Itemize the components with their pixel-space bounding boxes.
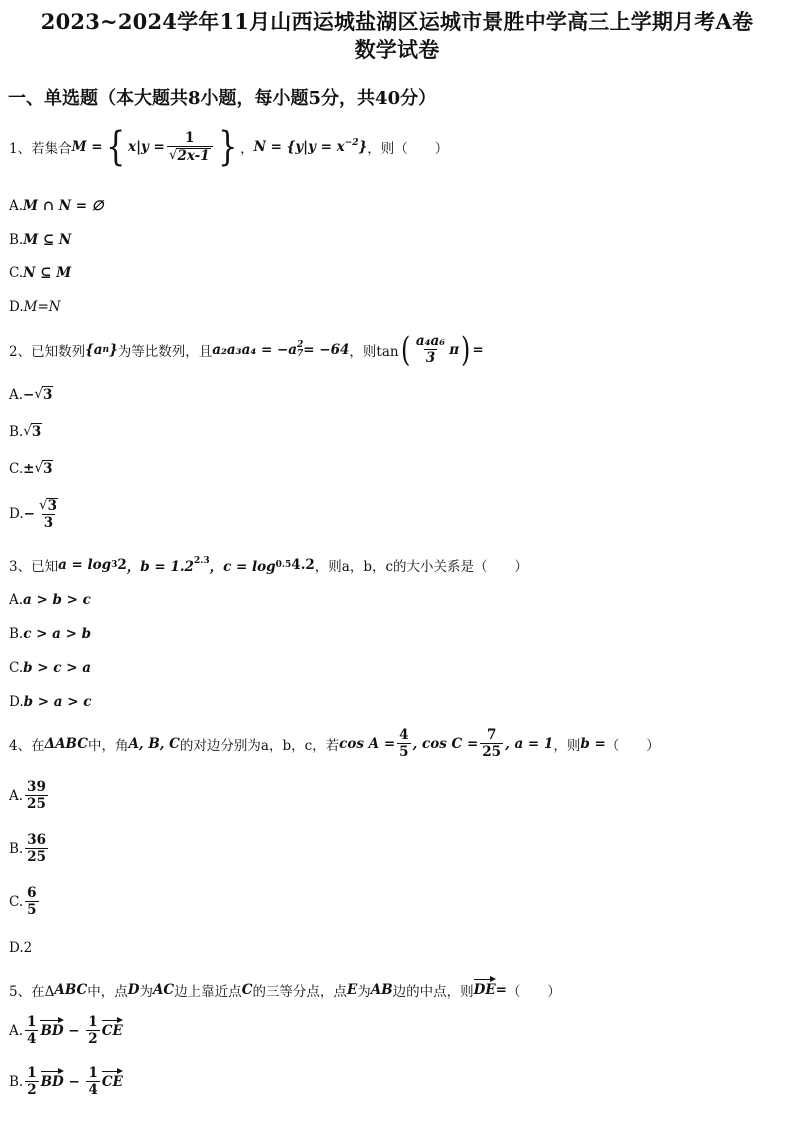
q5-option-a[interactable] <box>9 1015 123 1047</box>
q1-set-m-lhs: M = <box>71 139 103 155</box>
q3-option-a-label: A. <box>9 592 24 608</box>
q5-option-b[interactable] <box>9 1066 123 1098</box>
q3-a-expr: a = log <box>58 557 112 573</box>
question-2 <box>9 330 484 370</box>
q1-set-n-exp: −2 <box>344 138 359 148</box>
q4-text1: 中，角 <box>87 737 129 754</box>
q3-tail: ，则a，b，c的大小关系是（ ） <box>314 559 529 575</box>
q5-side-ac: AC <box>152 982 175 998</box>
q2-option-d-fraction <box>37 498 60 531</box>
q3-number: 3、已知 <box>9 559 59 575</box>
q5-option-b-frac2 <box>86 1066 99 1098</box>
q2-option-d[interactable] <box>9 498 62 531</box>
q2-left-paren: ( <box>400 330 410 370</box>
q1-option-b-label: B. <box>9 232 24 248</box>
q3-option-c[interactable] <box>9 660 91 676</box>
q4-option-b-num: 36 <box>27 832 47 848</box>
question-4 <box>9 728 660 760</box>
q3-option-b-label: B. <box>9 626 24 642</box>
q4-option-a-den: 25 <box>27 795 46 812</box>
q3-c-arg: 4.2 <box>291 557 315 573</box>
q4-number: 4、在 <box>9 737 45 754</box>
q5-text6: 边的中点，则 <box>392 984 474 1000</box>
q5-point-d: D <box>127 982 140 998</box>
q2-fraction <box>414 334 447 366</box>
q1-right-brace: } <box>217 124 237 170</box>
q5-option-a-frac1-den: 4 <box>27 1030 37 1047</box>
q2-expr-tail: = −64 <box>303 342 350 358</box>
q1-fraction <box>167 131 213 164</box>
q4-triangle: ΔABC <box>44 735 88 752</box>
q2-option-b[interactable] <box>9 423 42 440</box>
q5-point-c: C <box>241 982 253 998</box>
exam-title <box>0 8 794 64</box>
q1-frac-num: 1 <box>185 129 195 146</box>
q2-option-c-radicand: 3 <box>43 461 53 477</box>
q5-option-a-vector-ce: CE <box>101 1022 123 1039</box>
q5-option-a-frac1 <box>25 1015 38 1047</box>
q5-side-ab: AB <box>370 982 393 998</box>
q3-option-b-text: c > a > b <box>23 626 92 642</box>
q5-tail: （ ） <box>506 984 561 1000</box>
question-5 <box>9 980 561 1000</box>
q2-option-a[interactable] <box>9 386 53 403</box>
section-heading: 一、单选题（本大题共8小题，每小题5分，共40分） <box>8 88 437 109</box>
q1-frac-den: √ 2x-1 <box>167 146 213 164</box>
q2-option-a-sqrt: √ 3 <box>34 386 53 403</box>
q4-option-a-num: 39 <box>27 779 46 795</box>
q1-option-a[interactable] <box>9 198 104 214</box>
q4-option-c-num: 6 <box>27 885 37 901</box>
q2-then: ，则tan <box>349 344 399 360</box>
q1-option-b-text: M ⊆ N <box>23 232 72 248</box>
q5-text2: 为 <box>139 984 153 1000</box>
q1-option-c-text: N ⊆ M <box>23 265 72 281</box>
q5-option-b-frac1-den: 2 <box>27 1081 37 1098</box>
q5-text3: 边上靠近点 <box>174 984 242 1000</box>
q5-option-b-frac1 <box>25 1066 38 1098</box>
q3-option-c-label: C. <box>9 660 24 676</box>
q2-option-b-sqrt: √ 3 <box>23 423 42 440</box>
q2-seq-close: } <box>109 342 118 358</box>
q2-number: 2、已知数列 <box>9 344 86 360</box>
q5-text4: 的三等分点，点 <box>252 984 347 1000</box>
q5-option-b-vector-bd: BD <box>40 1073 64 1090</box>
q1-option-b[interactable] <box>9 232 71 248</box>
q2-option-d-sign: − <box>23 506 35 523</box>
q5-option-b-operator: − <box>63 1073 85 1090</box>
q2-eq: = <box>472 342 484 358</box>
q4-option-c[interactable] <box>9 886 41 918</box>
question-1 <box>9 124 449 170</box>
q3-option-c-text: b > c > a <box>23 660 91 676</box>
q1-option-a-label: A. <box>9 198 24 214</box>
q5-option-b-label: B. <box>9 1073 24 1090</box>
q4-a-value: , a = 1 <box>505 735 554 752</box>
q3-option-b[interactable] <box>9 626 91 642</box>
q4-option-c-den: 5 <box>27 901 37 918</box>
q4-option-d[interactable] <box>9 940 32 956</box>
q4-option-d-text: 2 <box>23 940 33 956</box>
q5-text1: 中，点 <box>87 984 128 1000</box>
q4-option-b-den: 25 <box>27 848 47 865</box>
q3-c-base: 0.5 <box>275 560 292 570</box>
exam-title-line1: 2023~2024学年11月山西运城盐湖区运城市景胜中学高三上学期月考A卷 <box>40 9 754 34</box>
q1-option-c-label: C. <box>9 265 24 281</box>
q3-c-expr: ，c = log <box>209 559 276 575</box>
q4-option-c-label: C. <box>9 893 24 910</box>
q2-seq-sub: n <box>102 345 110 355</box>
q3-option-d[interactable] <box>9 694 91 710</box>
q2-option-c-sqrt: √ 3 <box>34 460 53 477</box>
q1-option-d-text: M=N <box>23 299 61 315</box>
q4-tail: （ ） <box>605 737 660 754</box>
q4-option-a-frac <box>25 780 48 812</box>
q2-option-d-label: D. <box>9 506 24 523</box>
q5-vector-de: DE <box>473 982 496 998</box>
q2-option-c-label: C. <box>9 460 24 477</box>
q2-option-c-sign: ± <box>23 460 35 477</box>
q5-option-b-frac2-num: 1 <box>88 1065 98 1081</box>
q5-option-a-vector-bd: BD <box>40 1022 64 1039</box>
q3-option-d-label: D. <box>9 694 24 710</box>
q2-option-b-radicand: 3 <box>31 424 42 440</box>
q5-triangle: ABC <box>54 982 88 998</box>
q1-left-brace: { <box>105 124 125 170</box>
q2-expr: a₂a₃a₄ = −a <box>212 342 298 358</box>
q2-option-a-radicand: 3 <box>42 387 53 403</box>
q1-option-c[interactable] <box>9 265 71 281</box>
q4-then: ，则 <box>553 737 581 754</box>
q2-right-paren: ) <box>461 330 471 370</box>
q4-option-a[interactable] <box>9 780 50 812</box>
q5-option-a-frac2-den: 2 <box>88 1030 98 1047</box>
q4-option-c-frac <box>25 886 38 918</box>
q3-b-exp: 2.3 <box>193 556 210 566</box>
q2-option-c[interactable] <box>9 460 53 477</box>
q5-point-e: E <box>346 982 358 998</box>
q2-expr-sup: 2 <box>297 340 304 350</box>
q4-option-d-label: D. <box>9 940 24 956</box>
q2-text: 为等比数列，且 <box>117 344 213 360</box>
q5-option-a-frac2 <box>86 1015 99 1047</box>
q3-b-expr: ，b = 1.2 <box>126 559 194 575</box>
q4-option-b-label: B. <box>9 840 24 857</box>
q3-a-base: 3 <box>111 560 118 570</box>
q2-frac-num: a₄a₆ <box>415 333 446 350</box>
q2-option-b-label: B. <box>9 423 24 440</box>
q5-option-a-frac1-num: 1 <box>27 1014 37 1030</box>
q1-option-a-text: M ∩ N = ∅ <box>23 198 104 214</box>
q5-option-b-frac1-num: 1 <box>27 1065 37 1081</box>
q5-option-b-frac2-den: 4 <box>88 1081 98 1098</box>
q5-option-a-frac2-num: 1 <box>88 1014 98 1030</box>
q1-option-d-label: D. <box>9 299 24 315</box>
q3-option-a[interactable] <box>9 592 91 608</box>
q4-cos-a-frac <box>397 728 410 760</box>
q2-frac-den: 3 <box>425 350 436 366</box>
q4-text2: 的对边分别为a，b，c，若 <box>179 737 340 754</box>
q5-option-a-label: A. <box>9 1022 24 1039</box>
q4-angles: A, B, C <box>128 735 180 752</box>
question-3 <box>9 555 528 575</box>
q5-option-a-operator: − <box>63 1022 85 1039</box>
q1-set-n-close: } <box>358 139 368 155</box>
q4-cos-a: cos A = <box>339 735 396 752</box>
q4-cos-c-num: 7 <box>486 727 497 743</box>
q1-set-n: N = {y|y = x <box>253 139 345 155</box>
q2-option-a-label: A. <box>9 386 24 403</box>
q4-cos-c-den: 25 <box>482 743 502 760</box>
q3-a-arg: 2 <box>117 557 127 573</box>
q1-comma: ， <box>240 141 254 157</box>
q3-option-a-text: a > b > c <box>23 592 91 608</box>
q4-cos-a-den: 5 <box>399 743 409 760</box>
q4-cos-a-num: 4 <box>399 727 409 743</box>
q4-b-eq: b = <box>580 735 606 752</box>
q2-option-a-sign: − <box>23 386 35 403</box>
q5-option-b-vector-ce: CE <box>101 1073 123 1090</box>
q1-number: 1、若集合 <box>9 141 72 157</box>
q2-option-d-radicand: 3 <box>47 498 57 514</box>
q1-set-m-inner: x|y = <box>128 139 165 155</box>
q4-option-a-label: A. <box>9 787 24 804</box>
q5-eq: = <box>495 982 507 998</box>
q2-expr-sub: 7 <box>297 349 304 359</box>
q4-option-b-frac <box>25 833 48 865</box>
q3-option-d-text: b > a > c <box>23 694 92 710</box>
q1-frac-den-radicand: 2x-1 <box>177 147 210 164</box>
exam-title-line2: 数学试卷 <box>354 37 440 62</box>
q2-pi: π <box>449 342 460 358</box>
q2-option-d-den: 3 <box>43 514 54 531</box>
q4-option-b[interactable] <box>9 833 50 865</box>
q1-tail: ，则（ ） <box>367 141 449 157</box>
q2-seq: {a <box>85 342 103 358</box>
q1-option-d[interactable] <box>9 299 61 315</box>
q5-number: 5、在Δ <box>9 984 55 1000</box>
q2-option-d-num: √ 3 <box>38 497 57 514</box>
q5-text5: 为 <box>357 984 371 1000</box>
q4-cos-c: , cos C = <box>412 735 479 752</box>
q4-cos-c-frac <box>480 728 503 760</box>
